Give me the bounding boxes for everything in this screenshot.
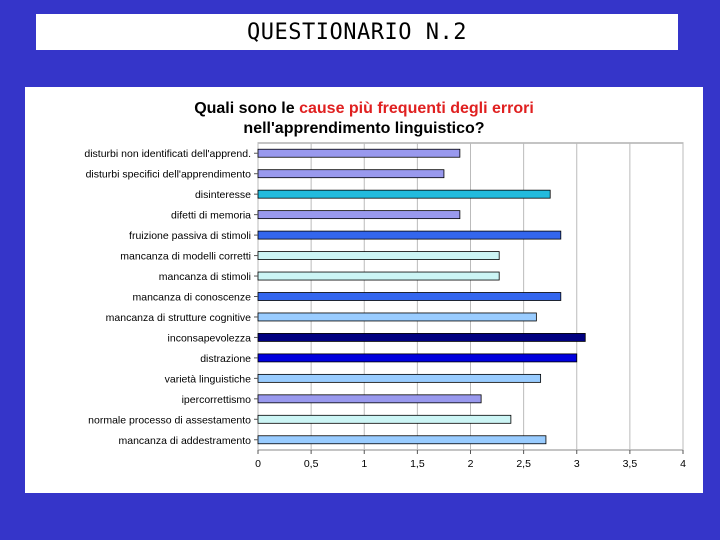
bar — [258, 190, 550, 198]
bar — [258, 231, 561, 239]
category-label: mancanza di stimoli — [158, 271, 251, 284]
category-label: disturbi non identificati dell'apprend. — [84, 148, 251, 161]
chart-panel — [25, 87, 703, 493]
x-tick-label: 2,5 — [516, 458, 531, 470]
bar — [258, 374, 541, 382]
x-tick-label: 2 — [467, 458, 474, 470]
bar — [258, 293, 561, 301]
category-label: mancanza di conoscenze — [132, 291, 251, 304]
bar — [258, 333, 585, 341]
category-label: normale processo di assestamento — [88, 414, 251, 427]
bar — [258, 211, 460, 219]
bar — [258, 272, 499, 280]
category-label: ipercorrettismo — [181, 393, 251, 406]
slide-title: QUESTIONARIO N.2 — [247, 19, 467, 45]
bar — [258, 252, 499, 260]
category-label: mancanza di strutture cognitive — [105, 311, 251, 324]
chart-title-line2: nell'apprendimento linguistico? — [243, 120, 485, 137]
bar — [258, 149, 460, 157]
chart-title-line1 — [194, 100, 534, 117]
category-label: fruizione passiva di stimoli — [129, 230, 251, 243]
x-tick-label: 1 — [361, 458, 368, 470]
x-tick-label: 3 — [573, 458, 580, 470]
x-tick-label: 1,5 — [410, 458, 425, 470]
chart-title-part: cause più frequenti degli errori — [299, 100, 534, 117]
category-label: mancanza di addestramento — [118, 434, 251, 447]
bar — [258, 395, 481, 403]
x-tick-label: 4 — [680, 458, 686, 470]
bar — [258, 313, 536, 321]
x-tick-label: 0,5 — [303, 458, 319, 470]
category-label: distrazione — [200, 352, 251, 365]
bar — [258, 436, 546, 444]
category-label: disturbi specifici dell'apprendimento — [85, 168, 251, 181]
x-tick-label: 3,5 — [622, 458, 638, 470]
category-label: varietà linguistiche — [164, 373, 251, 386]
category-label: difetti di memoria — [171, 209, 251, 222]
x-tick-label: 0 — [255, 458, 261, 470]
slide-title-box — [36, 14, 678, 50]
bar — [258, 170, 444, 178]
bar — [258, 415, 511, 423]
chart-title-part: Quali sono le — [194, 100, 300, 117]
category-label: inconsapevolezza — [167, 332, 251, 345]
bar — [258, 354, 577, 362]
category-label: mancanza di modelli corretti — [120, 250, 251, 263]
bar-chart — [25, 87, 703, 493]
category-label: disinteresse — [194, 189, 251, 202]
